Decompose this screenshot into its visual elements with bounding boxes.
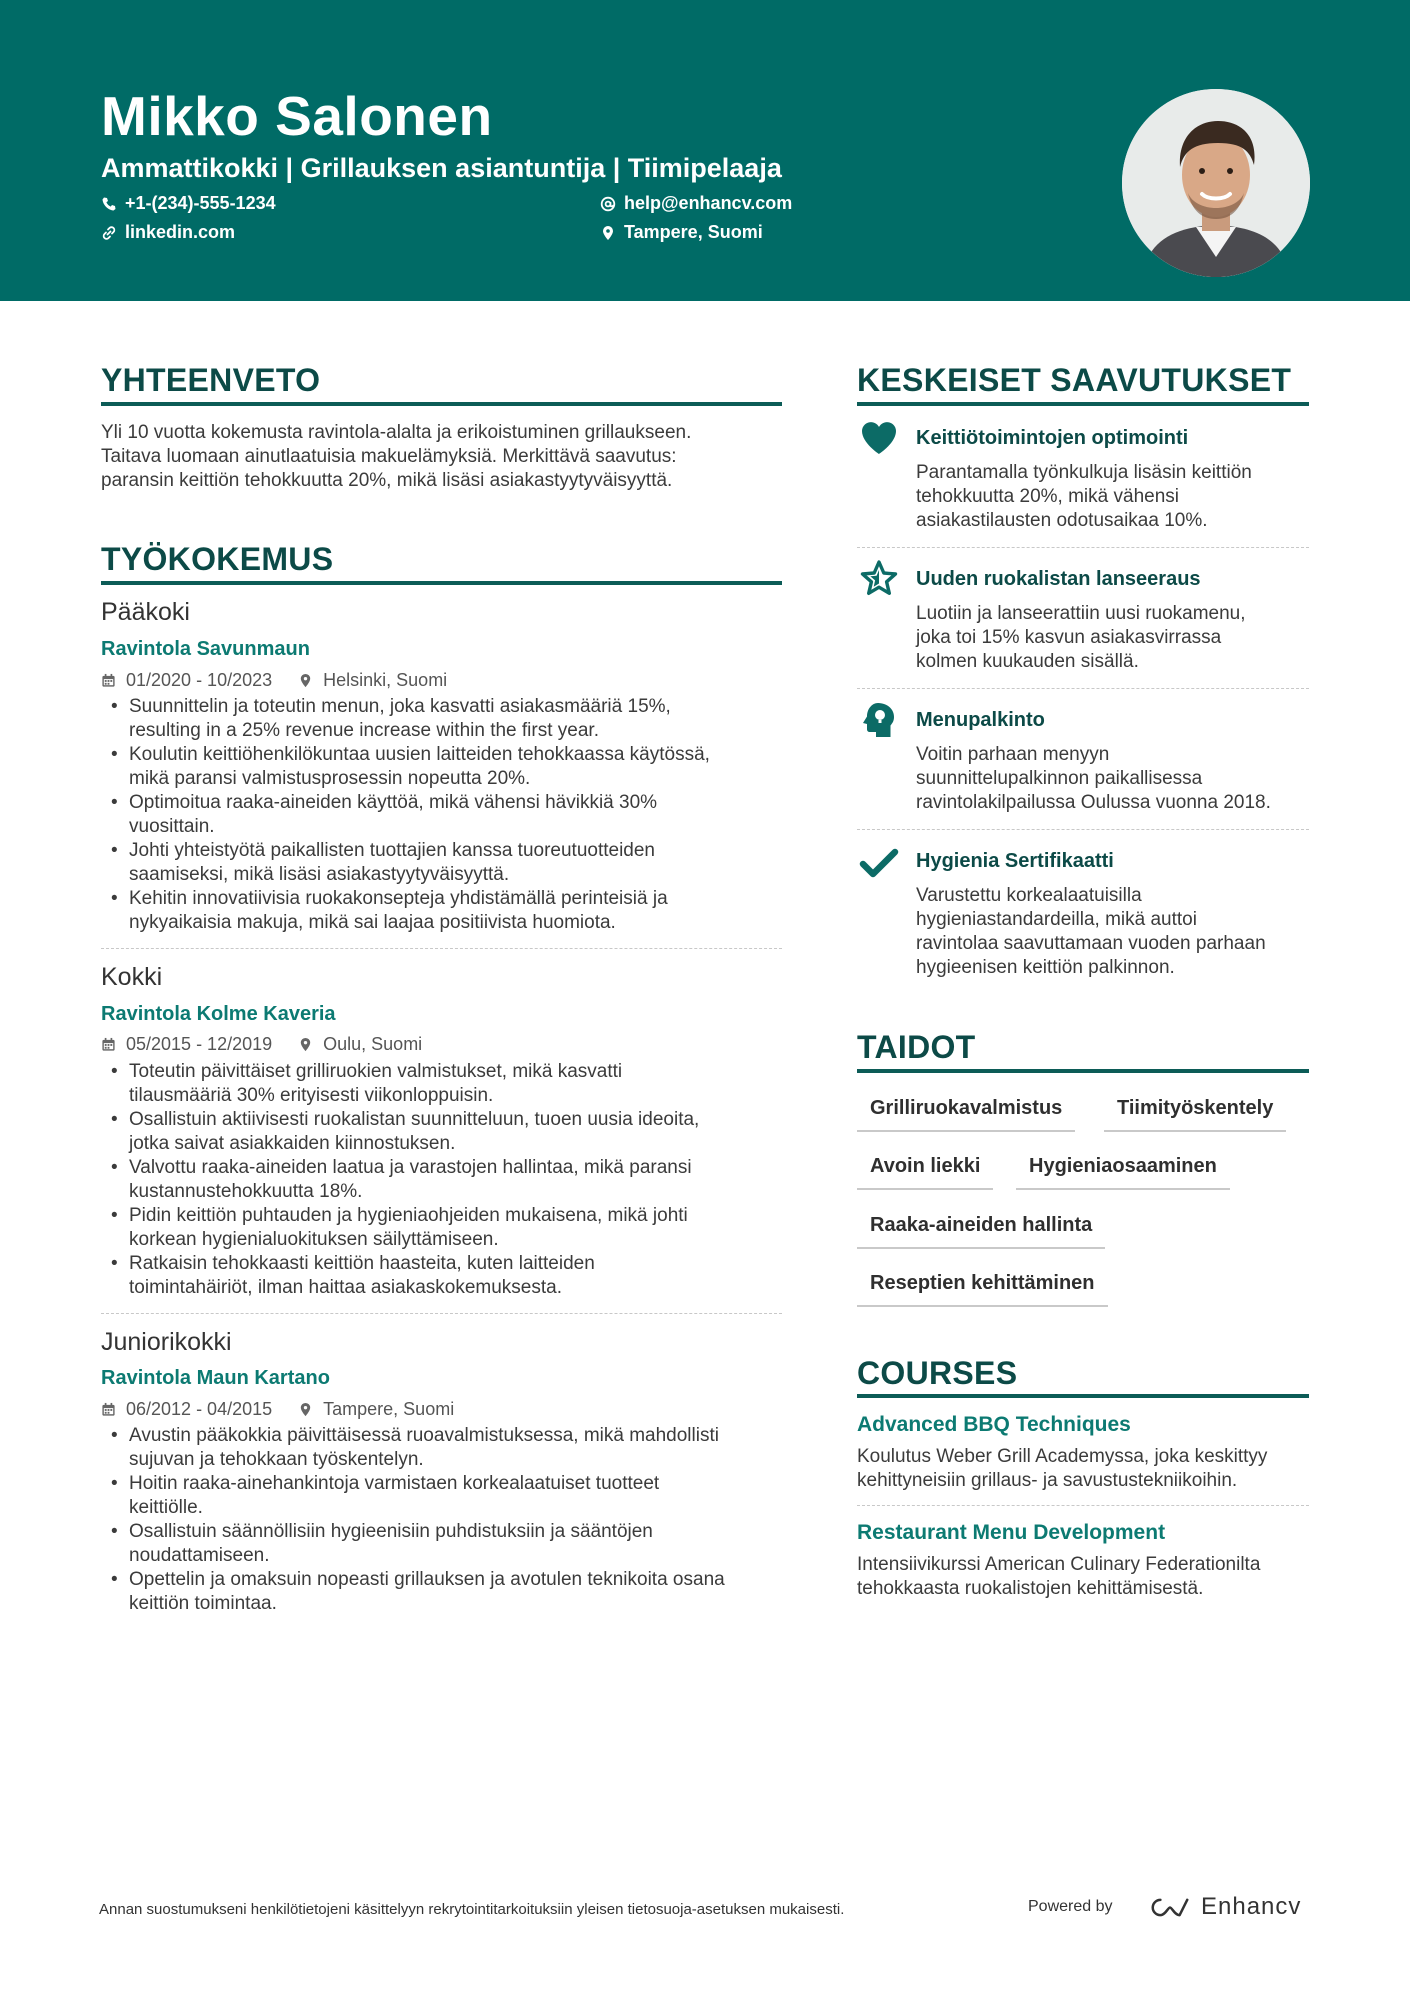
skills-heading: TAIDOT (857, 1029, 976, 1065)
list-item: • Optimoitua raaka-aineiden käyttöä, mikä vähensi hävikkiä 30% vuosittain. (101, 791, 801, 839)
experience-heading: TYÖKOKEMUS (101, 541, 334, 577)
list-item: • Koulutin keittiöhenkilökuntaa uusien laitteiden tehokkaassa käytössä, mikä paransi valmistusprosessin nopeutta 20%. (101, 743, 801, 791)
list-item: • Avustin pääkokkia päivittäisessä ruoavalmistuksessa, mikä mahdollisti sujuvan ja tehokkaan työskentelyn. (101, 1424, 801, 1472)
skill-tag: Grilliruokavalmistus (857, 1097, 1075, 1132)
list-item: • Kehitin innovatiivisia ruokakonsepteja yhdistämällä perinteisiä ja nykyaikaisia makuja, mikä sai laajaa positiivista huomiota. (101, 887, 801, 935)
achievement-title: Hygienia Sertifikaatti (916, 850, 1114, 872)
job-location: Oulu, Suomi (323, 1034, 423, 1054)
job-meta (101, 1399, 454, 1420)
contact-phone[interactable] (101, 193, 276, 214)
divider (857, 829, 1309, 830)
job-bullets (101, 695, 801, 935)
phone-icon (101, 196, 117, 212)
courses-rule (857, 1394, 1309, 1398)
list-item: • Toteutin päivittäiset grilliruokien valmistukset, mikä kasvatti tilausmääriä 30% erityisesti viikonloppuisin. (101, 1060, 801, 1108)
job-bullets (101, 1424, 801, 1616)
achievement-desc: Varustettu korkealaatuisilla hygieniastandardeilla, mikä auttoi ravintolaa saavuttamaan vuoden parhaan hygieenisen keittiön palkinnon. (916, 885, 1266, 978)
list-item: • Hoitin raaka-ainehankintoja varmistaen korkealaatuiset tuotteet keittiölle. (101, 1472, 801, 1520)
enhancv-logo-icon (1147, 1895, 1193, 1920)
enhancv-logo[interactable] (1147, 1893, 1301, 1921)
contact-linkedin[interactable] (101, 222, 235, 243)
achievement-title: Menupalkinto (916, 709, 1045, 731)
achievements-heading: KESKEISET SAAVUTUKSET (857, 362, 1292, 398)
achievement-title: Keittiötoimintojen optimointi (916, 427, 1189, 449)
job-meta (101, 1034, 422, 1055)
location-text: Tampere, Suomi (624, 222, 763, 242)
list-item: • Opettelin ja omaksuin nopeasti grillauksen ja avotulen teknikoita osana keittiön toimintaa. (101, 1568, 801, 1616)
course-desc: Intensiivikurssi American Culinary Federationilta tehokkaasta ruokalistojen kehittämisestä. (857, 1554, 1261, 1599)
achievement-title: Uuden ruokalistan lanseeraus (916, 568, 1201, 590)
list-item: • Johti yhteistyötä paikallisten tuottajien kanssa tuoreutuotteiden saamiseksi, mikä lisäsi asiakastyytyväisyyttä. (101, 839, 801, 887)
checkmark-icon (859, 843, 899, 883)
list-item: • Osallistuin säännöllisiin hygieenisiin puhdistuksiin ja sääntöjen noudattamiseen. (101, 1520, 801, 1568)
calendar-icon (101, 1402, 116, 1417)
job-company: Ravintola Maun Kartano (101, 1367, 330, 1389)
divider (101, 948, 782, 949)
at-icon (600, 196, 616, 212)
course-title: Restaurant Menu Development (857, 1521, 1166, 1544)
courses-heading: COURSES (857, 1355, 1018, 1391)
location-pin-icon (298, 673, 313, 688)
job-bullets (101, 1060, 801, 1300)
divider (857, 547, 1309, 548)
job-location: Tampere, Suomi (323, 1399, 455, 1419)
gdpr-consent: Annan suostumukseni henkilötietojeni käsittelyyn rekrytointitarkoituksiin yleisen tietosuoja-asetuksen mukaisesti. (99, 1901, 845, 1918)
list-item: • Ratkaisin tehokkaasti keittiön haasteita, kuten laitteiden toimintahäiriöt, ilman haittaa asiakaskokemuksesta. (101, 1252, 801, 1300)
location-pin-icon (600, 225, 616, 241)
candidate-name: Mikko Salonen (101, 85, 493, 147)
skill-tag: Raaka-aineiden hallinta (857, 1214, 1105, 1249)
calendar-icon (101, 673, 116, 688)
skill-tag: Avoin liekki (857, 1155, 993, 1190)
achievement-desc: Luotiin ja lanseerattiin uusi ruokamenu, joka toi 15% kasvun asiakasvirrassa kolmen kuukauden sisällä. (916, 603, 1246, 672)
header-banner (0, 0, 1410, 301)
contact-location (600, 222, 763, 243)
list-item: • Pidin keittiön puhtauden ja hygieniaohjeiden mukaisena, mikä johti korkean hygienialuokituksen säilyttämiseen. (101, 1204, 801, 1252)
achievement-desc: Parantamalla työnkulkuja lisäsin keittiön tehokkuutta 20%, mikä vähensi asiakastilausten odotusaikaa 10%. (916, 462, 1252, 531)
avatar (1122, 89, 1310, 277)
job-company: Ravintola Savunmaun (101, 638, 310, 660)
powered-by-label: Powered by (1028, 1898, 1113, 1915)
summary-heading: YHTEENVETO (101, 362, 321, 398)
calendar-icon (101, 1037, 116, 1052)
list-item: • Suunnittelin ja toteutin menun, joka kasvatti asiakasmääriä 15%, resulting in a 25% revenue increase within the first year. (101, 695, 801, 743)
email-text: help@enhancv.com (624, 193, 793, 213)
link-icon (101, 225, 117, 241)
phone-text: +1-(234)-555-1234 (125, 193, 276, 213)
job-meta (101, 670, 447, 691)
linkedin-text: linkedin.com (125, 222, 236, 242)
course-title: Advanced BBQ Techniques (857, 1413, 1131, 1436)
location-pin-icon (298, 1037, 313, 1052)
experience-rule (101, 581, 782, 585)
skills-rule (857, 1069, 1309, 1073)
summary-rule (101, 402, 782, 406)
job-dates: 06/2012 - 04/2015 (126, 1399, 273, 1419)
divider (857, 688, 1309, 689)
achievements-rule (857, 402, 1309, 406)
list-item: • Osallistuin aktiivisesti ruokalistan suunnitteluun, tuoen uusia ideoita, jotka saivat asiakkaiden kiinnostuksen. (101, 1108, 801, 1156)
divider (857, 1505, 1309, 1506)
summary-text: Yli 10 vuotta kokemusta ravintola-alalta ja erikoistuminen grillaukseen. Taitava luomaan ainutlaatuisia makuelämyksiä. Merkittävä saavutus: paransin keittiön tehokkuutta 20%, mikä lisäsi asiakastyytyväisyyttä. (101, 422, 692, 491)
job-role: Juniorikokki (101, 1328, 232, 1356)
job-company: Ravintola Kolme Kaveria (101, 1003, 336, 1025)
star-icon (859, 559, 899, 599)
head-idea-icon (859, 700, 899, 740)
brand-name: Enhancv (1201, 1893, 1302, 1920)
skill-tag: Reseptien kehittäminen (857, 1272, 1108, 1307)
contact-email[interactable] (600, 193, 792, 214)
job-dates: 05/2015 - 12/2019 (126, 1034, 273, 1054)
achievement-desc: Voitin parhaan menyyn suunnittelupalkinnon paikallisessa ravintolakilpailussa Oulussa vuonna 2018. (916, 744, 1271, 813)
job-role: Pääkoki (101, 598, 190, 626)
skill-tag: Tiimityöskentely (1104, 1097, 1286, 1132)
job-role: Kokki (101, 963, 163, 991)
course-desc: Koulutus Weber Grill Academyssa, joka keskittyy kehittyneisiin grillaus- ja savustustekniikoihin. (857, 1446, 1268, 1491)
skill-tag: Hygieniaosaaminen (1016, 1155, 1230, 1190)
headline: Ammattikokki | Grillauksen asiantuntija | Tiimipelaaja (101, 153, 782, 183)
heart-icon (859, 418, 899, 458)
job-dates: 01/2020 - 10/2023 (126, 670, 273, 690)
list-item: • Valvottu raaka-aineiden laatua ja varastojen hallintaa, mikä paransi kustannustehokkuutta 18%. (101, 1156, 801, 1204)
divider (101, 1313, 782, 1314)
job-location: Helsinki, Suomi (323, 670, 448, 690)
location-pin-icon (298, 1402, 313, 1417)
